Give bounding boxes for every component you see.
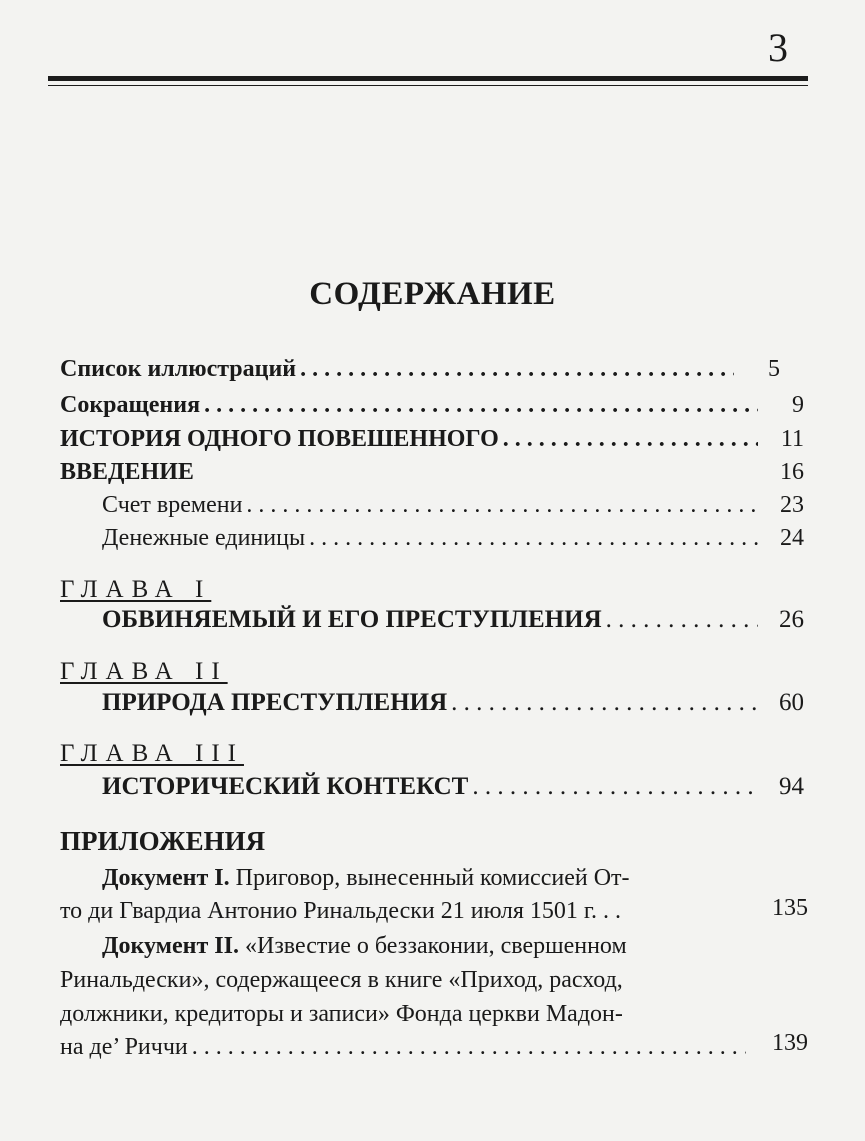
chapter-page: 94 <box>779 773 804 800</box>
header-rule-thick <box>48 76 808 81</box>
toc-entry-page: 9 <box>792 392 804 418</box>
document-entry-line <box>60 964 730 997</box>
toc-entry <box>60 352 780 386</box>
page-number: 3 <box>768 25 788 70</box>
toc-entry-label: ВВЕДЕНИЕ <box>60 459 194 485</box>
chapter-entry <box>102 686 804 720</box>
chapter-label: ГЛАВА II <box>60 658 228 685</box>
toc-entry-page: 11 <box>780 426 804 452</box>
toc-entry-label: Счет времени <box>102 492 243 518</box>
leader-dots <box>503 422 758 456</box>
header-rule-thin <box>48 85 808 86</box>
toc-entry-page: 23 <box>780 492 804 518</box>
document-name: Документ I. <box>102 865 230 891</box>
document-entry-line <box>102 862 722 895</box>
document-entry-line <box>60 1030 750 1064</box>
toc-entry-page: 24 <box>780 525 804 551</box>
document-text: то ди Гвардиа Антонио Ринальдески 21 июля 1501 г. . . <box>60 898 622 924</box>
document-page: 139 <box>772 1030 808 1056</box>
chapter-label: ГЛАВА III <box>60 740 244 767</box>
document-entry-line <box>60 998 730 1031</box>
appendix-heading: ПРИЛОЖЕНИЯ <box>60 826 266 856</box>
leader-dots <box>246 488 758 522</box>
document-entry-line <box>102 930 722 963</box>
leader-dots <box>472 770 758 804</box>
toc-entry-label: Денежные единицы <box>102 525 306 551</box>
toc-entry-page: 16 <box>780 459 804 485</box>
chapter-entry <box>102 603 804 637</box>
leader-dots <box>309 521 758 555</box>
document-page: 135 <box>772 895 808 921</box>
toc-entry-label: ИСТОРИЯ ОДНОГО ПОВЕШЕННОГО <box>60 426 499 452</box>
chapter-title: ИСТОРИЧЕСКИЙ КОНТЕКСТ <box>102 773 469 800</box>
document-text: «Известие о беззаконии, свершенном <box>244 933 627 959</box>
toc-entry-label: Список иллюстраций <box>60 356 297 382</box>
document-entry-line <box>60 895 730 928</box>
leader-dots <box>451 686 758 720</box>
leader-dots <box>204 388 758 422</box>
page-title: СОДЕРЖАНИЕ <box>309 276 556 312</box>
chapter-entry <box>102 770 804 804</box>
chapter-page: 26 <box>779 606 804 633</box>
toc-subentry <box>102 521 804 555</box>
toc-entry-page: 5 <box>768 356 780 382</box>
toc-subentry <box>102 488 804 522</box>
document-text: Приговор, вынесенный комиссией От- <box>235 865 630 891</box>
leader-dots <box>192 1030 746 1064</box>
document-name: Документ II. <box>102 933 239 959</box>
chapter-title: ПРИРОДА ПРЕСТУПЛЕНИЯ <box>102 689 448 716</box>
leader-dots <box>300 352 734 386</box>
chapter-page: 60 <box>779 689 804 716</box>
toc-entry <box>60 422 804 456</box>
toc-entry-label: Сокращения <box>60 392 201 418</box>
chapter-title: ОБВИНЯЕМЫЙ И ЕГО ПРЕСТУПЛЕНИЯ <box>102 606 602 633</box>
document-text: Ринальдески», содержащееся в книге «Приход, расход, <box>60 967 623 993</box>
toc-entry <box>60 388 804 422</box>
leader-dots <box>606 603 758 637</box>
chapter-label: ГЛАВА I <box>60 576 212 603</box>
document-text: на де’ Риччи <box>60 1034 188 1060</box>
document-text: должники, кредиторы и записи» Фонда церкви Мадон- <box>60 1001 623 1027</box>
toc-entry <box>60 455 804 489</box>
